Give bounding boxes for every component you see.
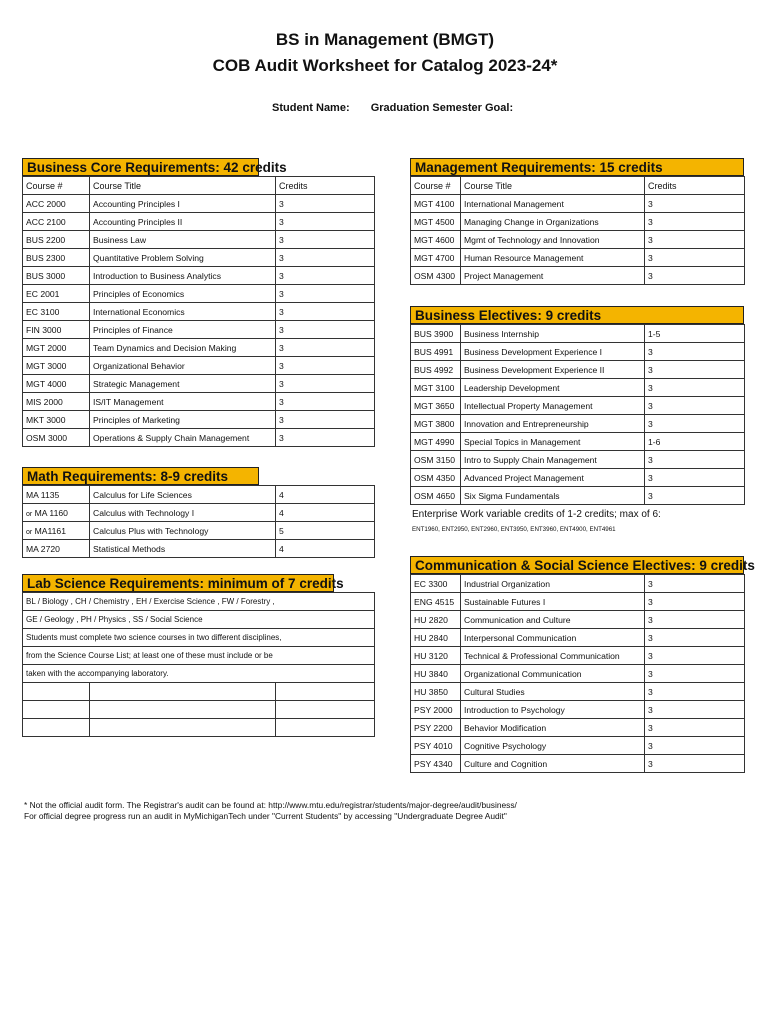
course-number xyxy=(411,361,461,379)
table-header-row xyxy=(411,177,745,195)
table-row xyxy=(23,375,375,393)
course-number xyxy=(23,321,90,339)
comm-social-table xyxy=(410,574,745,773)
course-title: Calculus for Life Sciences xyxy=(90,486,276,504)
table-row xyxy=(411,195,745,213)
course-number xyxy=(23,504,90,522)
course-credits: 3 xyxy=(645,629,745,647)
course-number xyxy=(23,303,90,321)
table-row xyxy=(23,231,375,249)
course-credits: 3 xyxy=(276,393,375,411)
course-title: Intellectual Property Management xyxy=(461,397,645,415)
course-code: MKT 3000 xyxy=(26,414,66,425)
course-number xyxy=(411,249,461,267)
comm-social-heading: Communication & Social Science Electives: 9 credits xyxy=(410,556,744,574)
table-row xyxy=(411,469,745,487)
course-credits: 3 xyxy=(645,593,745,611)
course-title: Industrial Organization xyxy=(461,575,645,593)
course-title: Behavior Modification xyxy=(461,719,645,737)
course-title: Six Sigma Fundamentals xyxy=(461,487,645,505)
course-code: HU 3840 xyxy=(414,668,448,679)
course-number xyxy=(411,487,461,505)
course-credits: 3 xyxy=(645,231,745,249)
blank-row xyxy=(23,683,375,701)
course-number xyxy=(411,647,461,665)
course-code: PSY 2000 xyxy=(414,704,453,715)
course-number xyxy=(23,375,90,393)
course-title: Team Dynamics and Decision Making xyxy=(90,339,276,357)
course-number xyxy=(23,540,90,558)
course-number xyxy=(411,415,461,433)
course-title: Sustainable Futures I xyxy=(461,593,645,611)
course-code: PSY 2200 xyxy=(414,722,453,733)
course-title: Principles of Finance xyxy=(90,321,276,339)
course-code: BUS 2300 xyxy=(26,252,66,263)
col-title: Course Title xyxy=(461,177,645,195)
course-credits: 3 xyxy=(645,361,745,379)
business-core-heading: Business Core Requirements: 42 credits xyxy=(22,158,259,176)
course-credits: 3 xyxy=(645,469,745,487)
course-code: MGT 4000 xyxy=(26,378,67,389)
table-row xyxy=(411,611,745,629)
course-code: MA 1135 xyxy=(26,489,60,500)
course-number xyxy=(411,195,461,213)
table-row xyxy=(23,411,375,429)
math-table xyxy=(22,485,375,558)
course-code: EC 3100 xyxy=(26,306,60,317)
course-code: MGT 4500 xyxy=(414,216,455,227)
page-subtitle: COB Audit Worksheet for Catalog 2023-24* xyxy=(212,56,558,75)
course-credits: 3 xyxy=(645,415,745,433)
course-code: HU 2840 xyxy=(414,632,448,643)
or-prefix: or xyxy=(26,510,33,518)
course-title: Managing Change in Organizations xyxy=(461,213,645,231)
course-title: Introduction to Psychology xyxy=(461,701,645,719)
course-number xyxy=(23,267,90,285)
course-credits: 3 xyxy=(645,719,745,737)
course-title: Cognitive Psychology xyxy=(461,737,645,755)
course-code: OSM 4350 xyxy=(414,472,456,483)
course-title: Intro to Supply Chain Management xyxy=(461,451,645,469)
course-number xyxy=(411,213,461,231)
course-code: BUS 2200 xyxy=(26,234,66,245)
table-row xyxy=(411,647,745,665)
course-credits: 1-6 xyxy=(645,433,745,451)
course-code: MGT 3000 xyxy=(26,360,67,371)
course-code: MGT 3800 xyxy=(414,418,455,429)
course-number xyxy=(411,701,461,719)
footnote-line-1: * Not the official audit form. The Registrar's audit can be found at: http://www.mtu.edu/registrar/students/major-degree/audit/business/ xyxy=(24,800,517,810)
course-number xyxy=(23,411,90,429)
table-row xyxy=(411,267,745,285)
course-code: MIS 2000 xyxy=(26,396,63,407)
course-code: MGT 4700 xyxy=(414,252,455,263)
table-row xyxy=(23,285,375,303)
course-number xyxy=(23,213,90,231)
course-title: Project Management xyxy=(461,267,645,285)
course-title: Quantitative Problem Solving xyxy=(90,249,276,267)
course-credits: 3 xyxy=(276,285,375,303)
course-number xyxy=(23,339,90,357)
course-number xyxy=(23,522,90,540)
management-heading: Management Requirements: 15 credits xyxy=(410,158,744,176)
enterprise-course-list: ENT1960, ENT2950, ENT2960, ENT3950, ENT3960, ENT4900, ENT4961 xyxy=(412,526,616,533)
course-number xyxy=(23,429,90,447)
course-title: Introduction to Business Analytics xyxy=(90,267,276,285)
course-number xyxy=(23,393,90,411)
course-title: Strategic Management xyxy=(90,375,276,393)
course-title: Principles of Economics xyxy=(90,285,276,303)
course-number xyxy=(411,343,461,361)
course-code: HU 3850 xyxy=(414,686,448,697)
course-title: Business Development Experience II xyxy=(461,361,645,379)
course-title: International Management xyxy=(461,195,645,213)
course-credits: 3 xyxy=(276,231,375,249)
table-row xyxy=(411,629,745,647)
table-row xyxy=(23,540,375,558)
course-code: OSM 4300 xyxy=(414,270,456,281)
course-code: MA 2720 xyxy=(26,543,60,554)
course-code: BUS 4991 xyxy=(414,346,454,357)
table-header-row xyxy=(23,177,375,195)
course-number xyxy=(411,683,461,701)
student-info xyxy=(272,102,531,114)
table-row xyxy=(411,683,745,701)
course-number xyxy=(23,195,90,213)
course-number xyxy=(411,231,461,249)
footnote-line-2: For official degree progress run an audit in MyMichiganTech under "Current Students" by accessing "Undergraduate Degree Audit" xyxy=(24,811,507,821)
course-credits: 3 xyxy=(645,213,745,231)
course-title: Special Topics in Management xyxy=(461,433,645,451)
course-number xyxy=(23,285,90,303)
lab-science-heading: Lab Science Requirements: minimum of 7 credits xyxy=(22,574,334,592)
course-credits: 3 xyxy=(645,737,745,755)
course-title: Advanced Project Management xyxy=(461,469,645,487)
course-code: PSY 4010 xyxy=(414,740,453,751)
table-row xyxy=(23,357,375,375)
course-number xyxy=(411,737,461,755)
course-code: BUS 4992 xyxy=(414,364,454,375)
course-number xyxy=(411,593,461,611)
course-title: Communication and Culture xyxy=(461,611,645,629)
course-credits: 3 xyxy=(276,303,375,321)
business-core-table xyxy=(22,176,375,447)
course-number xyxy=(411,267,461,285)
course-credits: 4 xyxy=(276,486,375,504)
course-number xyxy=(23,357,90,375)
course-credits: 4 xyxy=(276,504,375,522)
comm-social-section xyxy=(410,556,755,773)
table-row xyxy=(23,249,375,267)
course-credits: 3 xyxy=(645,343,745,361)
table-row xyxy=(411,213,745,231)
course-credits: 3 xyxy=(645,487,745,505)
course-credits: 5 xyxy=(276,522,375,540)
course-number xyxy=(411,665,461,683)
course-code: EC 3300 xyxy=(414,578,448,589)
course-title: Organizational Communication xyxy=(461,665,645,683)
course-title: Business Law xyxy=(90,231,276,249)
course-code: PSY 4340 xyxy=(414,758,453,769)
col-course: Course # xyxy=(411,177,461,195)
course-title: Leadership Development xyxy=(461,379,645,397)
table-row xyxy=(411,575,745,593)
col-credits: Credits xyxy=(645,177,745,195)
table-row xyxy=(23,213,375,231)
course-title: Human Resource Management xyxy=(461,249,645,267)
course-credits: 3 xyxy=(276,249,375,267)
management-section xyxy=(410,158,744,285)
course-code: MGT 2000 xyxy=(26,342,67,353)
table-row xyxy=(23,303,375,321)
enterprise-note: Enterprise Work variable credits of 1-2 credits; max of 6: xyxy=(412,509,661,520)
col-credits: Credits xyxy=(276,177,375,195)
course-number xyxy=(411,611,461,629)
course-number xyxy=(23,249,90,267)
page-title: BS in Management (BMGT) xyxy=(275,30,495,49)
course-credits: 3 xyxy=(276,411,375,429)
course-title: IS/IT Management xyxy=(90,393,276,411)
student-name-label: Student Name: xyxy=(272,102,350,114)
course-title: Cultural Studies xyxy=(461,683,645,701)
table-row xyxy=(411,379,745,397)
course-number xyxy=(411,575,461,593)
course-credits: 3 xyxy=(645,701,745,719)
course-number xyxy=(411,755,461,773)
lab-science-section xyxy=(22,574,374,737)
footnote xyxy=(24,800,517,822)
course-credits: 4 xyxy=(276,540,375,558)
course-code: HU 3120 xyxy=(414,650,448,661)
course-credits: 3 xyxy=(276,267,375,285)
course-code: ACC 2000 xyxy=(26,198,66,209)
table-row xyxy=(411,487,745,505)
course-title: Organizational Behavior xyxy=(90,357,276,375)
course-code: OSM 3000 xyxy=(26,432,68,443)
blank-row xyxy=(23,719,375,737)
table-row xyxy=(411,343,745,361)
course-credits: 1-5 xyxy=(645,325,745,343)
course-credits: 3 xyxy=(276,339,375,357)
course-title: Business Development Experience I xyxy=(461,343,645,361)
table-row xyxy=(411,755,745,773)
course-title: Accounting Principles I xyxy=(90,195,276,213)
course-credits: 3 xyxy=(645,249,745,267)
table-row xyxy=(23,486,375,504)
table-row xyxy=(411,415,745,433)
col-title: Course Title xyxy=(90,177,276,195)
business-electives-table xyxy=(410,324,745,505)
course-title: Innovation and Entrepreneurship xyxy=(461,415,645,433)
lab-science-disciplines: BL / Biology , CH / Chemistry , EH / Exercise Science , FW / Forestry , xyxy=(23,593,375,611)
course-title: Mgmt of Technology and Innovation xyxy=(461,231,645,249)
course-title: Calculus with Technology I xyxy=(90,504,276,522)
table-row xyxy=(411,361,745,379)
table-row xyxy=(411,231,745,249)
course-title: Technical & Professional Communication xyxy=(461,647,645,665)
course-code: HU 2820 xyxy=(414,614,448,625)
lab-science-disciplines-2: GE / Geology , PH / Physics , SS / Social Science xyxy=(23,611,375,629)
course-credits: 3 xyxy=(645,755,745,773)
course-credits: 3 xyxy=(645,267,745,285)
course-code: MGT 4600 xyxy=(414,234,455,245)
table-row xyxy=(411,701,745,719)
table-row xyxy=(411,397,745,415)
blank-row xyxy=(23,701,375,719)
course-code: MGT 4100 xyxy=(414,198,455,209)
course-title: Operations & Supply Chain Management xyxy=(90,429,276,447)
course-credits: 3 xyxy=(645,451,745,469)
table-row xyxy=(411,665,745,683)
course-credits: 3 xyxy=(645,665,745,683)
course-number xyxy=(23,231,90,249)
course-credits: 3 xyxy=(645,379,745,397)
table-row xyxy=(23,429,375,447)
course-credits: 3 xyxy=(276,429,375,447)
course-code: MGT 4990 xyxy=(414,436,455,447)
lab-science-note-3: taken with the accompanying laboratory. xyxy=(23,665,375,683)
or-prefix: or xyxy=(26,528,33,536)
math-heading: Math Requirements: 8-9 credits xyxy=(22,467,259,485)
course-credits: 3 xyxy=(645,611,745,629)
course-credits: 3 xyxy=(645,195,745,213)
course-number xyxy=(411,469,461,487)
course-title: Business Internship xyxy=(461,325,645,343)
course-code: EC 2001 xyxy=(26,288,60,299)
course-number xyxy=(411,325,461,343)
graduation-goal-label: Graduation Semester Goal: xyxy=(370,102,514,114)
lab-science-table xyxy=(22,592,375,737)
course-credits: 3 xyxy=(276,213,375,231)
course-code: ENG 4515 xyxy=(414,596,455,607)
course-title: Interpersonal Communication xyxy=(461,629,645,647)
course-code: MGT 3650 xyxy=(414,400,455,411)
table-row xyxy=(23,522,375,540)
course-title: Principles of Marketing xyxy=(90,411,276,429)
table-row xyxy=(411,249,745,267)
course-number xyxy=(411,433,461,451)
course-code: OSM 3150 xyxy=(414,454,456,465)
course-number xyxy=(411,379,461,397)
course-number xyxy=(411,451,461,469)
table-row xyxy=(23,195,375,213)
course-title: International Economics xyxy=(90,303,276,321)
course-code: OSM 4650 xyxy=(414,490,456,501)
table-row xyxy=(23,321,375,339)
col-course: Course # xyxy=(23,177,90,195)
math-section xyxy=(22,467,374,558)
business-core-section xyxy=(22,158,374,447)
table-row xyxy=(23,393,375,411)
lab-science-note-1: Students must complete two science courses in two different disciplines, xyxy=(23,629,375,647)
table-row xyxy=(411,433,745,451)
course-code: MA1161 xyxy=(34,525,66,536)
course-credits: 3 xyxy=(276,321,375,339)
course-code: ACC 2100 xyxy=(26,216,66,227)
table-row xyxy=(23,339,375,357)
course-credits: 3 xyxy=(645,397,745,415)
course-number xyxy=(23,486,90,504)
course-credits: 3 xyxy=(645,647,745,665)
table-row xyxy=(411,325,745,343)
course-title: Calculus Plus with Technology xyxy=(90,522,276,540)
business-electives-section xyxy=(410,306,744,537)
table-row xyxy=(411,737,745,755)
table-row xyxy=(411,593,745,611)
course-code: BUS 3900 xyxy=(414,328,454,339)
course-number xyxy=(411,629,461,647)
course-title: Statistical Methods xyxy=(90,540,276,558)
course-code: FIN 3000 xyxy=(26,324,62,335)
table-row xyxy=(23,267,375,285)
course-credits: 3 xyxy=(276,375,375,393)
course-credits: 3 xyxy=(276,195,375,213)
table-row xyxy=(411,451,745,469)
course-number xyxy=(411,719,461,737)
course-code: MGT 3100 xyxy=(414,382,455,393)
table-row xyxy=(23,504,375,522)
lab-science-note-2: from the Science Course List; at least one of these must include or be xyxy=(23,647,375,665)
course-title: Culture and Cognition xyxy=(461,755,645,773)
course-number xyxy=(411,397,461,415)
course-credits: 3 xyxy=(276,357,375,375)
table-row xyxy=(411,719,745,737)
course-code: MA 1160 xyxy=(34,507,68,518)
course-code: BUS 3000 xyxy=(26,270,66,281)
course-credits: 3 xyxy=(645,683,745,701)
management-table xyxy=(410,176,745,285)
course-credits: 3 xyxy=(645,575,745,593)
business-electives-heading: Business Electives: 9 credits xyxy=(410,306,744,324)
course-title: Accounting Principles II xyxy=(90,213,276,231)
